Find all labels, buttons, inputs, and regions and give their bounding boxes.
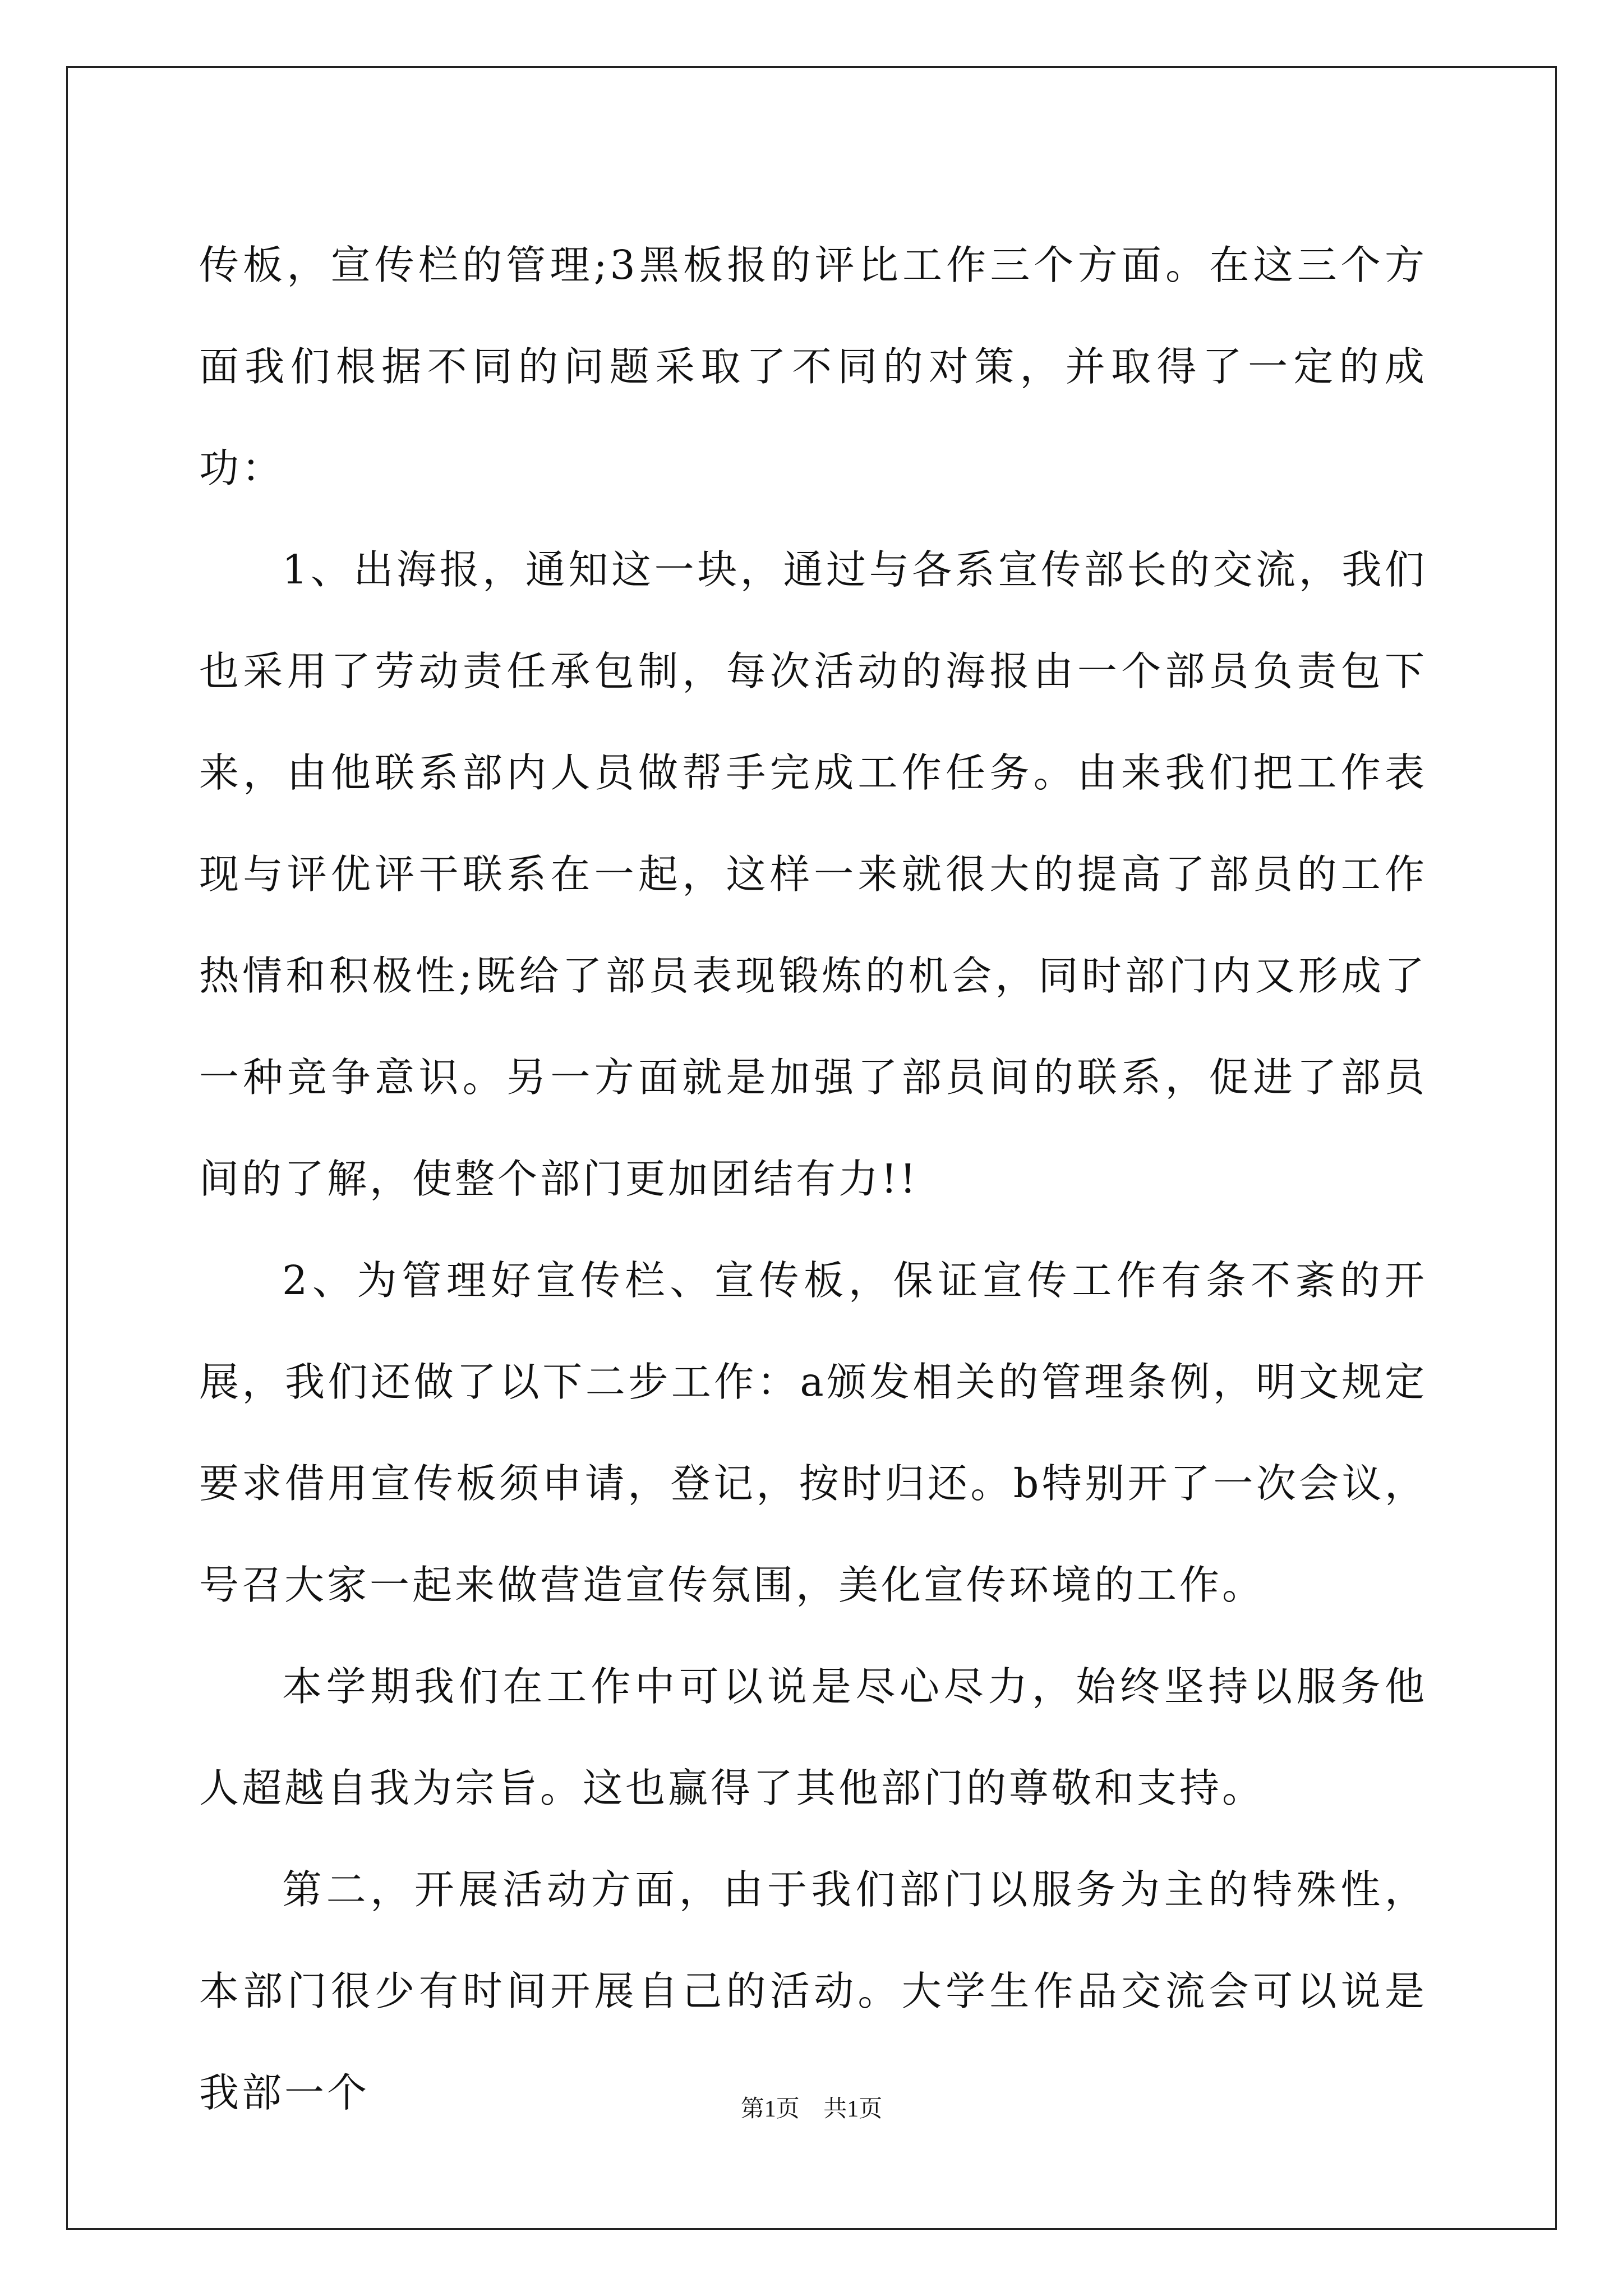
paragraph-5: 第二，开展活动方面，由于我们部门以服务为主的特殊性，本部门很少有时间开展自己的活动。大学生作品交流会可以说是我部一个: [199, 1866, 1427, 2116]
document-body: [199, 214, 1427, 2143]
page-number-total: 共1页: [823, 2096, 883, 2122]
paragraph-1: 传板，宣传栏的管理;3黑板报的评比工作三个方面。在这三个方面我们根据不同的问题采取了不同的对策，并取得了一定的成功：: [199, 242, 1427, 491]
page-number-current: 第1页: [740, 2096, 800, 2122]
paragraph-3: 2、为管理好宣传栏、宣传板，保证宣传工作有条不紊的开展，我们还做了以下二步工作：a颁发相关的管理条例，明文规定要求借用宣传板须申请，登记，按时归还。b特别开了一次会议，号召大家一起来做营造宣传氛围，美化宣传环境的工作。: [199, 1257, 1427, 1608]
paragraph-2: 1、出海报，通知这一块，通过与各系宣传部长的交流，我们也采用了劳动责任承包制，每次活动的海报由一个部员负责包下来，由他联系部内人员做帮手完成工作任务。由来我们把工作表现与评优评干联系在一起，这样一来就很大的提高了部员的工作热情和积极性;既给了部员表现锻炼的机会，同时部门内又形成了一种竞争意识。另一方面就是加强了部员间的联系，促进了部员间的了解，使整个部门更加团结有力!!: [199, 546, 1427, 1202]
page-footer: [0, 2092, 1623, 2126]
paragraph-4: 本学期我们在工作中可以说是尽心尽力，始终坚持以服务他人超越自我为宗旨。这也赢得了其他部门的尊敬和支持。: [199, 1663, 1427, 1811]
